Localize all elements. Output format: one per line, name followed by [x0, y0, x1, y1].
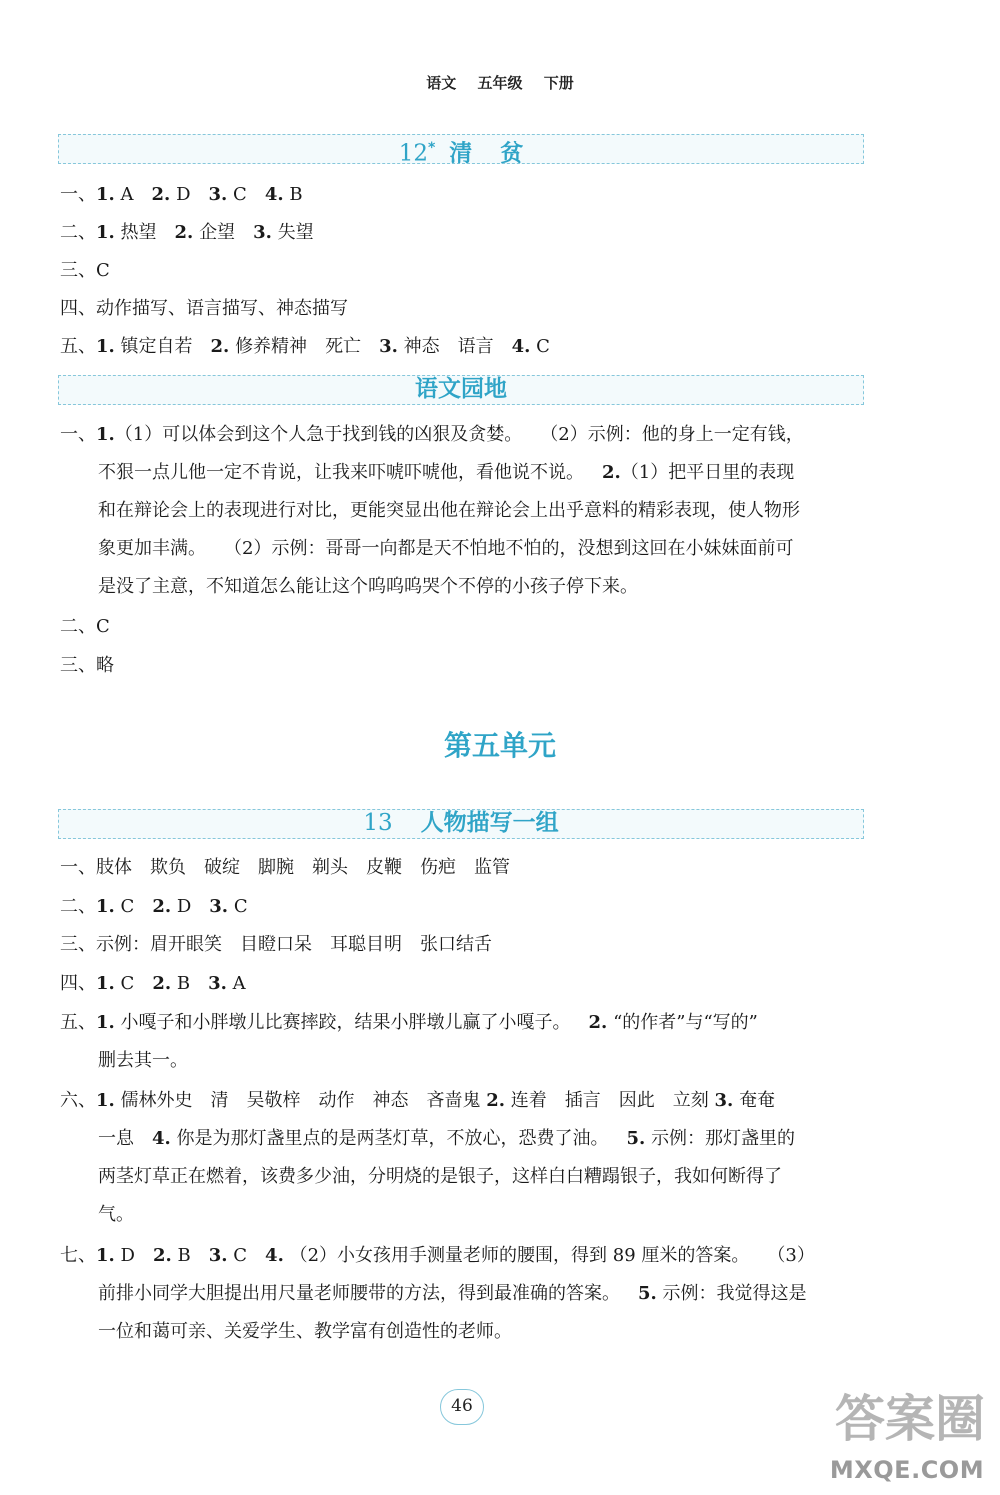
answer-value: 伤疤	[420, 857, 456, 878]
answer-line	[60, 416, 880, 454]
answer-line	[60, 1237, 880, 1275]
header-grade: 五年级	[477, 74, 523, 92]
answer-text: （1）把平日里的表现	[620, 462, 795, 483]
answer-value: B	[177, 1245, 191, 1266]
answer-value: 吝啬鬼	[426, 1090, 481, 1111]
answer-line	[60, 965, 880, 1003]
answer-line	[98, 530, 918, 568]
item-number: 4.	[511, 336, 531, 357]
answer-value: 欺负	[150, 857, 186, 878]
item-label: 七、	[60, 1245, 96, 1266]
header-volume: 下册	[543, 74, 574, 92]
answer-text: 一息	[98, 1128, 134, 1149]
item-number: 3.	[208, 184, 228, 205]
garden-title: 语文园地	[415, 376, 507, 402]
item-number: 2.	[152, 973, 172, 994]
item-number: 1.	[96, 896, 115, 917]
lesson-12-banner	[58, 134, 864, 167]
answer-text: （3）	[767, 1245, 815, 1266]
item-number: 1.	[96, 1245, 115, 1266]
answer-value: C	[536, 336, 550, 357]
item-number: 1.	[96, 222, 115, 243]
answer-value: 三、示例：眉开眼笑	[60, 934, 222, 955]
lesson-12-number: 12	[398, 140, 428, 167]
item-label: 五、	[60, 336, 96, 357]
answer-line	[60, 888, 880, 926]
item-number: 3.	[253, 222, 272, 243]
answer-line: 删去其一。	[98, 1050, 188, 1071]
header-subject: 语文	[426, 74, 457, 92]
item-number: 2.	[210, 336, 230, 357]
answer-value: D	[176, 184, 191, 205]
item-number: 3.	[208, 1245, 228, 1266]
item-label: 六、	[60, 1090, 96, 1111]
answer-line: 是没了主意，不知道怎么能让这个呜呜呜哭个不停的小孩子停下来。	[98, 576, 638, 597]
item-number: 1.	[96, 336, 115, 357]
answer-value: C	[120, 896, 135, 917]
answer-value: 儒林外史	[120, 1090, 193, 1111]
unit-title: 第五单元	[443, 729, 556, 762]
answer-value: A	[232, 973, 246, 994]
answer-value: 热望	[120, 222, 157, 243]
item-number: 1.	[96, 1012, 115, 1033]
item-number: 1.	[96, 184, 115, 205]
item-number: 2.	[151, 184, 171, 205]
answer-value: 清	[210, 1090, 229, 1111]
item-label: 二、	[60, 222, 96, 243]
answer-text: 前排小同学大胆提出用尺量老师腰带的方法，得到最准确的答案。	[98, 1283, 620, 1304]
answer-value: 死亡	[325, 336, 362, 357]
answer-line: 二、C	[60, 616, 110, 637]
answer-value: 企望	[199, 222, 236, 243]
answer-text: 示例：我觉得这是	[662, 1283, 807, 1304]
answer-text: “的作者”与“写的”	[613, 1012, 758, 1033]
answer-value: 目瞪口呆	[240, 934, 312, 955]
answer-value: D	[120, 1245, 135, 1266]
lesson-13-banner	[58, 809, 864, 839]
answer-line	[98, 1275, 918, 1313]
answer-line	[60, 176, 880, 214]
answer-line	[60, 1004, 880, 1042]
answer-value: 一、肢体	[60, 857, 132, 878]
watermark	[822, 1386, 992, 1490]
answer-value: 脚腕	[258, 857, 294, 878]
answer-value: 动作	[318, 1090, 355, 1111]
item-number: 2.	[174, 222, 194, 243]
lesson-12-title-a: 清	[449, 140, 473, 167]
answer-text: （2）示例：他的身上一定有钱，	[540, 424, 804, 445]
answer-text: 小嘎子和小胖墩儿比赛摔跤，结果小胖墩儿赢了小嘎子。	[120, 1012, 571, 1033]
answer-line: 两茎灯草正在燃着，该费多少油，分明烧的是银子，这样白白糟蹋银子，我如何断得了	[98, 1166, 782, 1187]
item-number: 4.	[152, 1128, 171, 1149]
answer-line	[98, 1120, 918, 1158]
answer-value: 镇定自若	[120, 336, 193, 357]
item-number: 1.	[96, 1090, 115, 1111]
item-label: 五、	[60, 1012, 96, 1033]
answer-value: 插言	[564, 1090, 601, 1111]
answer-line: 和在辩论会上的表现进行对比，更能突显出他在辩论会上出乎意料的精彩表现，使人物形	[98, 500, 800, 521]
answer-value: 破绽	[204, 857, 240, 878]
item-number: 2.	[152, 1245, 172, 1266]
item-label: 四、	[60, 973, 96, 994]
item-label: 二、	[60, 896, 96, 917]
answer-line: 气。	[98, 1204, 134, 1225]
answer-text: （1）可以体会到这个人急于找到钱的凶狠及贪婪。	[114, 424, 523, 445]
answer-text: 示例：那灯盏里的	[651, 1128, 796, 1149]
answer-text: 不狠一点儿他一定不肯说，让我来吓唬吓唬他，看他说不说。	[98, 462, 584, 483]
lesson-12-title-b: 贫	[500, 140, 524, 167]
answer-text: （2）示例：哥哥一向都是天不怕地不怕的，没想到这回在小妹妹面前可	[224, 538, 794, 559]
item-number: 3.	[209, 896, 229, 917]
item-number: 2.	[588, 1012, 608, 1033]
answer-value: C	[233, 896, 248, 917]
garden-banner	[58, 375, 864, 405]
lesson-12-mark: *	[427, 140, 436, 156]
answer-value: 因此	[618, 1090, 655, 1111]
item-number: 3.	[208, 973, 227, 994]
answer-value: C	[120, 973, 135, 994]
answer-value: C	[233, 1245, 248, 1266]
answer-text: 你是为那灯盏里点的是两茎灯草，不放心，恐费了油。	[176, 1128, 609, 1149]
item-number: 5.	[638, 1283, 657, 1304]
item-number: 1.	[96, 424, 115, 445]
answer-line	[60, 849, 880, 887]
item-label: 一、	[60, 424, 96, 445]
answer-value: 连着	[510, 1090, 547, 1111]
answer-value: 立刻	[672, 1090, 709, 1111]
page-number: 46	[440, 1389, 484, 1425]
answer-text: 象更加丰满。	[98, 538, 206, 559]
answer-value: 剃头	[312, 857, 348, 878]
item-number: 4.	[265, 1245, 284, 1266]
answer-value: D	[176, 896, 192, 917]
answer-value: 修养精神	[235, 336, 308, 357]
answer-value: B	[176, 973, 191, 994]
answer-value: 神态	[403, 336, 440, 357]
item-number: 5.	[626, 1128, 646, 1149]
answer-line: 三、略	[60, 655, 114, 676]
answer-value: 失望	[277, 222, 314, 243]
answer-line: 四、动作描写、语言描写、神态描写	[60, 298, 348, 319]
answer-value: 张口结舌	[420, 934, 492, 955]
answer-line: 一位和蔼可亲、关爱学生、教学富有创造性的老师。	[98, 1321, 512, 1342]
answer-value: 吴敬梓	[246, 1090, 301, 1111]
answer-value: 神态	[372, 1090, 409, 1111]
answer-value: 皮鞭	[366, 857, 402, 878]
answer-value: 语言	[457, 336, 494, 357]
watermark-site: MXQE.COM	[829, 1456, 985, 1484]
answer-value: 耳聪目明	[330, 934, 402, 955]
lesson-13-title: 人物描写一组	[420, 810, 559, 836]
answer-line	[60, 328, 880, 366]
item-number: 3.	[714, 1090, 734, 1111]
answer-value: A	[120, 184, 134, 205]
answer-value: 奄奄	[739, 1090, 776, 1111]
lesson-13-number: 13	[363, 810, 393, 836]
answer-value: C	[233, 184, 247, 205]
item-number: 3.	[379, 336, 398, 357]
answer-line: 三、C	[60, 260, 110, 281]
answer-value: B	[289, 184, 303, 205]
item-number: 2.	[152, 896, 172, 917]
answer-line	[60, 926, 880, 964]
item-number: 4.	[264, 184, 284, 205]
answer-value: 监管	[474, 857, 510, 878]
item-number: 2.	[486, 1090, 506, 1111]
item-number: 1.	[96, 973, 115, 994]
answer-line	[60, 214, 880, 252]
answer-line	[60, 1082, 880, 1120]
running-header	[0, 72, 1000, 93]
answer-text: （2）小女孩用手测量老师的腰围，得到 89 厘米的答案。	[289, 1245, 750, 1266]
answer-line	[98, 454, 918, 492]
item-label: 一、	[60, 184, 96, 205]
watermark-logo: 答案圈	[835, 1390, 985, 1448]
item-number: 2.	[602, 462, 621, 483]
